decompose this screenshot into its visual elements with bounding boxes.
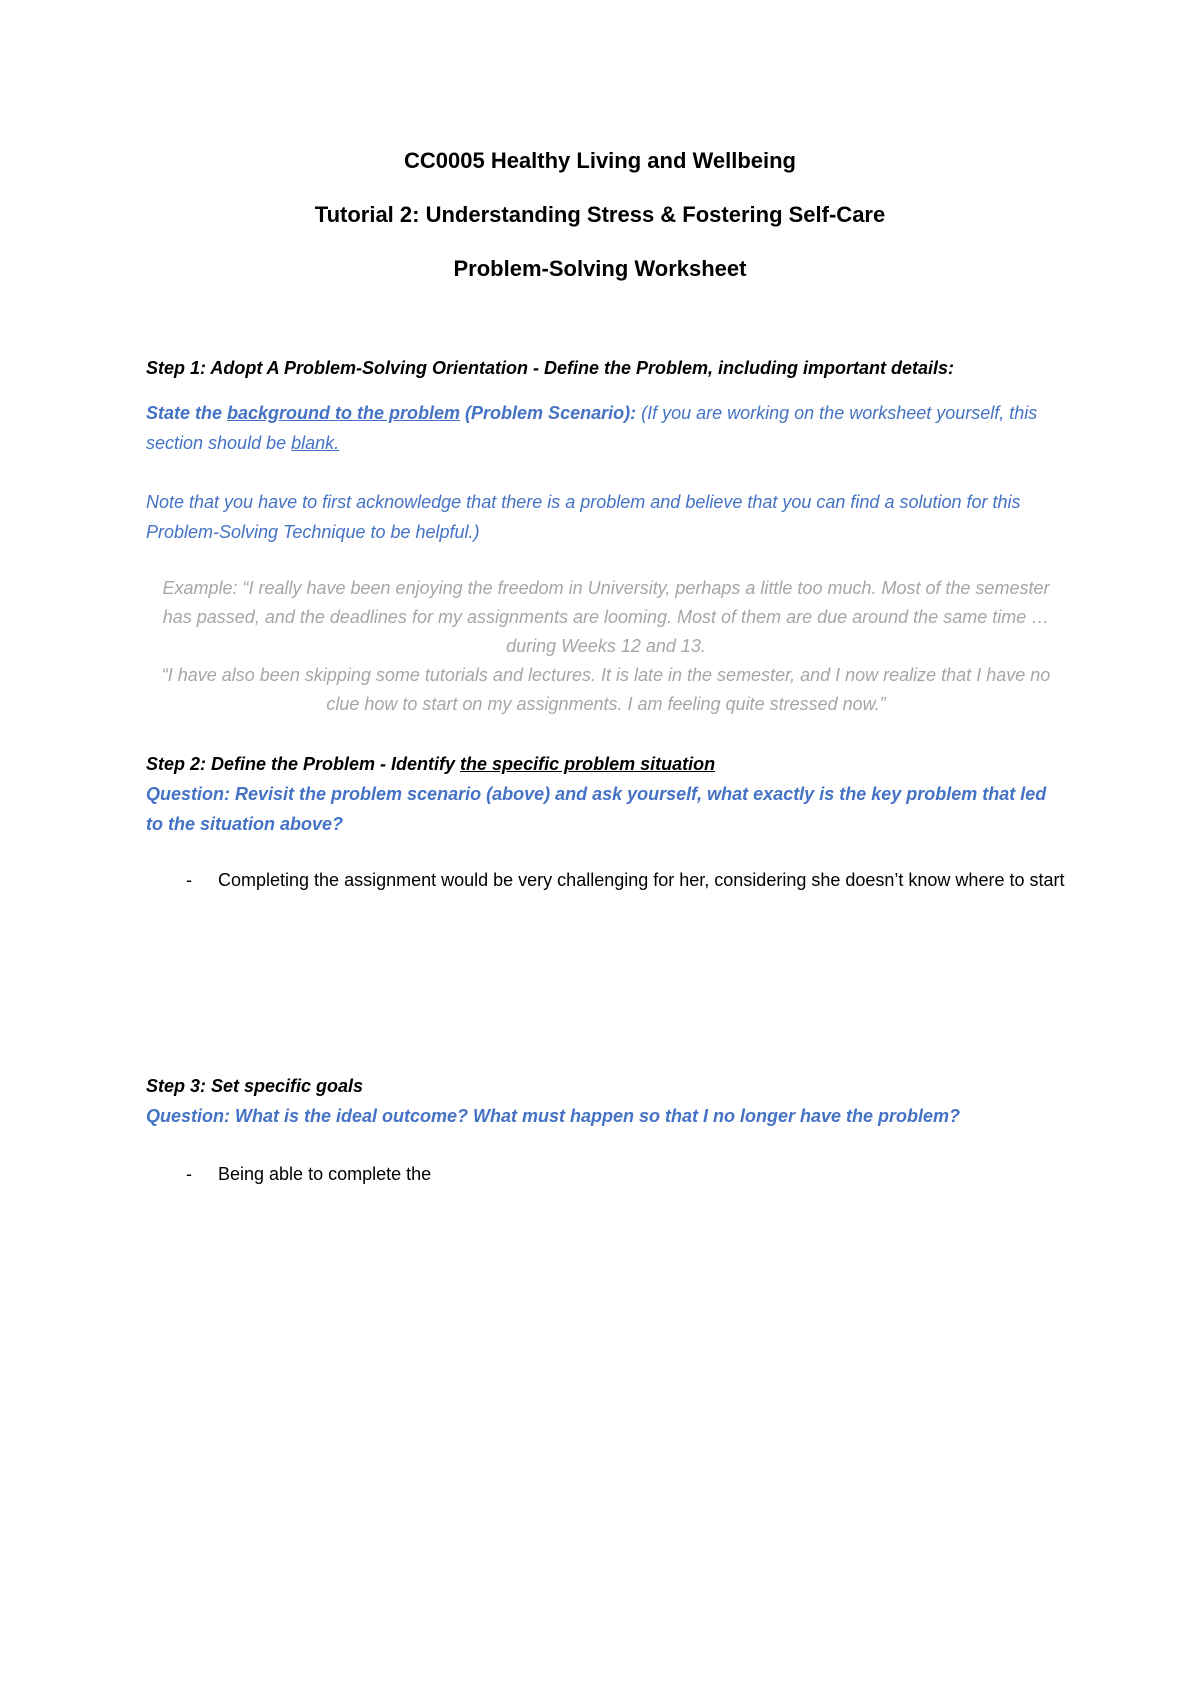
background-link: background to the problem: [227, 403, 461, 423]
state-background-paragraph: [146, 398, 1066, 458]
note-paragraph: Note that you have to first acknowledge that there is a problem and believe that you can find a solution for this Problem-Solving Technique to be helpful.): [146, 492, 1021, 542]
step2-section: [146, 749, 1066, 839]
example-paragraph-1: Example: “I really have been enjoying the freedom in University, perhaps a little too much. Most of the semester has passed, and the deadlines for my assignments are looming. Most of them are due around the same time … during Weeks 12 and 13.: [162, 578, 1050, 656]
bullet-dash: -: [186, 870, 192, 890]
step3-answer-text: Being able to complete the: [218, 1164, 432, 1184]
step2-heading-prefix: Step 2: Define the Problem - Identify: [146, 754, 461, 774]
step3-answer: [146, 1159, 1066, 1189]
step3-answer-block: [146, 1159, 1066, 1189]
state-prefix: State the: [146, 403, 228, 423]
step1-note: [146, 487, 1066, 547]
step2-answer-text: Completing the assignment would be very challenging for her, considering she doesn’t know where to start: [218, 870, 1065, 890]
example-block: [146, 574, 1066, 719]
course-title: CC0005 Healthy Living and Wellbeing: [403, 148, 796, 173]
step2-question: Question: Revisit the problem scenario (above) and ask yourself, what exactly is the key problem that led to the situation above?: [146, 784, 1047, 834]
state-bold-suffix: (Problem Scenario):: [460, 403, 637, 423]
step3-section: [146, 1071, 1066, 1131]
blank-link: blank.: [291, 433, 340, 453]
step2-heading: [146, 749, 1066, 779]
tutorial-title: Tutorial 2: Understanding Stress & Fostering Self-Care: [314, 202, 886, 227]
step2-answer-block: [146, 865, 1066, 895]
worksheet-title: Problem-Solving Worksheet: [453, 256, 747, 281]
example-paragraph-2: “I have also been skipping some tutorials and lectures. It is late in the semester, and I now realize that I have no clue how to start on my assignments. I am feeling quite stressed now.”: [161, 665, 1051, 714]
bullet-dash: -: [186, 1164, 192, 1184]
step3-heading: Step 3: Set specific goals: [146, 1076, 364, 1096]
state-italic-rest: (If you are working on the worksheet yourself, this section should be: [146, 403, 1038, 453]
step1-heading: Step 1: Adopt A Problem-Solving Orientation - Define the Problem, including important details:: [146, 358, 955, 378]
specific-problem-link: the specific problem situation: [460, 754, 716, 774]
step1-background: [146, 398, 1066, 458]
step1-section: [146, 353, 1066, 383]
step3-question: Question: What is the ideal outcome? What must happen so that I no longer have the problem?: [146, 1106, 961, 1126]
title-block: [0, 148, 1200, 310]
step2-answer: [146, 865, 1066, 895]
